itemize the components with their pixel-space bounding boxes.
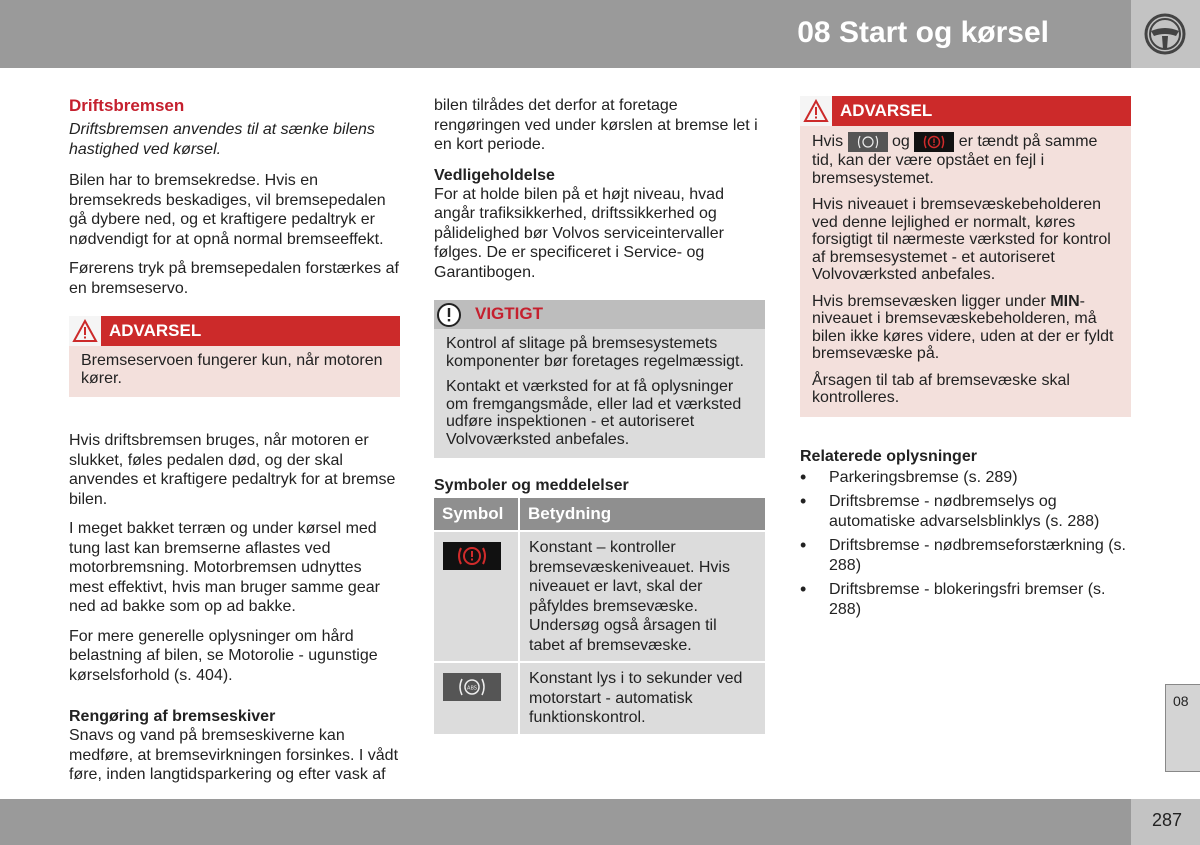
paragraph: Hvis driftsbremsen bruges, når motoren er slukket, føles pedalen død, og der skal anvendes et kraftigere pedaltryk for at bremse bilen. xyxy=(69,432,396,508)
page-number-box xyxy=(1131,799,1200,845)
page-header xyxy=(0,0,1131,68)
column-right xyxy=(800,96,1131,624)
abs-icon xyxy=(443,673,501,701)
important-label: VIGTIGT xyxy=(475,304,543,323)
paragraph: Bilen har to bremsekredse. Hvis en bremsekreds beskadiges, vil bremsepedalen gå dybere ned, og et kraftigere pedaltryk er nødvendigt for at opnå normal bremseeffekt. xyxy=(69,172,386,248)
table-row xyxy=(434,531,765,662)
warning-text-part: er tændt på samme tid, kan der være opstået en fejl i bremsesystemet. xyxy=(812,133,1098,187)
paragraph: For mere generelle oplysninger om hård belastning af bilen, se Motorolie - ugunstige kørselsforhold (s. 404). xyxy=(69,627,378,684)
svg-text:ABS: ABS xyxy=(467,685,477,692)
warning-label: ADVARSEL xyxy=(840,101,933,120)
intro-text: Driftsbremsen anvendes til at sænke bilens hastighed ved kørsel. xyxy=(69,121,375,158)
meaning-cell: Konstant – kontroller bremsevæskeniveauet. Hvis niveauet er lavt, skal der påfyldes bremsevæske. Undersøg også årsagen til tabet af bremsevæske. xyxy=(519,531,765,662)
abs-icon xyxy=(848,132,888,152)
warning-text-part: Hvis xyxy=(812,133,844,151)
brake-warning-icon xyxy=(443,542,501,570)
paragraph: Snavs og vand på bremseskiverne kan medføre, at bremsevirkningen forsinkes. I vådt føre, inden langtidsparkering og efter vask af xyxy=(69,727,399,783)
steering-wheel-icon xyxy=(1143,12,1187,56)
symbol-cell xyxy=(434,662,519,734)
table-header-row xyxy=(434,498,765,531)
warning-text xyxy=(812,293,1119,363)
warning-text: Bremseservoen fungerer kun, når motoren kører. xyxy=(81,352,383,387)
section-heading-driftsbremsen: Driftsbremsen xyxy=(69,96,185,115)
warning-triangle-icon xyxy=(803,99,829,123)
warning-triangle-icon xyxy=(72,319,98,343)
paragraph: Førerens tryk på bremsepedalen forstærkes af en bremseservo. xyxy=(69,260,399,297)
warning-text-part: -niveauet i bremsevæskebeholderen, må bilen ikke køres videre, uden at der er fyldt bremsevæske på. xyxy=(812,292,1114,362)
related-item[interactable]: • Driftsbremse - nødbremseforstærkning (s. 288) xyxy=(800,536,1131,575)
chapter-tab-label: 08 xyxy=(1173,693,1189,709)
subheading-symbols: Symboler og meddelelser xyxy=(434,477,629,494)
warning-text-part: Hvis bremsevæsken ligger under xyxy=(812,292,1051,310)
column-middle xyxy=(434,96,765,734)
warning-header xyxy=(800,96,1131,126)
exclamation-circle-icon xyxy=(436,302,462,328)
important-header xyxy=(434,300,765,329)
page-footer xyxy=(0,799,1131,845)
chapter-title: 08 Start og kørsel xyxy=(797,16,1049,49)
brake-warning-icon xyxy=(914,132,954,152)
paragraph: For at holde bilen på et højt niveau, hvad angår trafiksikkerhed, driftssikkerhed og pålidelighed bør Volvos serviceintervaller følges. De er specificeret i Service- og Garantibogen. xyxy=(434,185,724,281)
subheading-cleaning: Rengøring af bremseskiver xyxy=(69,708,276,725)
chapter-tab xyxy=(1165,684,1200,772)
chapter-icon-box xyxy=(1131,0,1200,68)
subheading-related: Relaterede oplysninger xyxy=(800,447,977,465)
symbol-cell xyxy=(434,531,519,662)
table-row xyxy=(434,662,765,734)
subheading-maintenance: Vedligeholdelse xyxy=(434,166,555,184)
warning-text xyxy=(812,132,1119,187)
page-number: 287 xyxy=(1151,810,1182,830)
important-text: Kontakt et værksted for at få oplysninger om fremgangsmåde, eller lad et værksted udføre inspektionen - et autoriseret Volvoværksted anbefales. xyxy=(446,378,742,448)
related-item[interactable]: • Parkeringsbremse (s. 289) xyxy=(800,468,1131,488)
paragraph: I meget bakket terræn og under kørsel med tung last kan bremserne aflastes ved motorbremsning. Motorbremsen udnyttes mest effektivt, hvis man bruger samme gear ned ad bakke som op ad bakke. xyxy=(69,520,380,615)
related-item[interactable]: • Driftsbremse - nødbremselys og automatiske advarselsblinklys (s. 288) xyxy=(800,492,1131,531)
important-box xyxy=(434,300,765,458)
column-left xyxy=(69,96,400,795)
related-item[interactable]: • Driftsbremse - blokeringsfri bremser (s. 288) xyxy=(800,580,1131,619)
warning-label: ADVARSEL xyxy=(109,321,202,340)
related-list xyxy=(800,468,1131,620)
warning-box xyxy=(69,316,400,397)
warning-text-part: og xyxy=(892,133,910,151)
warning-text: Årsagen til tab af bremsevæske skal kontrolleres. xyxy=(812,371,1070,406)
warning-text: Hvis niveauet i bremsevæskebeholderen ved denne lejlighed er normalt, køres forsigtigt til nærmeste værksted for kontrol af bremsesystemet - et autoriseret Volvoværksted anbefales. xyxy=(812,196,1111,283)
paragraph: bilen tilrådes det derfor at foretage rengøringen ved under kørslen at bremse let i en kort periode. xyxy=(434,97,758,153)
warning-header xyxy=(69,316,400,346)
meaning-cell: Konstant lys i to sekunder ved motorstart - automatisk funktionskontrol. xyxy=(519,662,765,734)
symbols-table xyxy=(434,498,765,734)
table-header-symbol: Symbol xyxy=(434,498,519,531)
important-text: Kontrol af slitage på bremsesystemets komponenter bør foretages regelmæssigt. xyxy=(446,335,744,370)
warning-text-bold: MIN xyxy=(1050,292,1080,310)
warning-box xyxy=(800,96,1131,417)
table-header-meaning: Betydning xyxy=(519,498,765,531)
